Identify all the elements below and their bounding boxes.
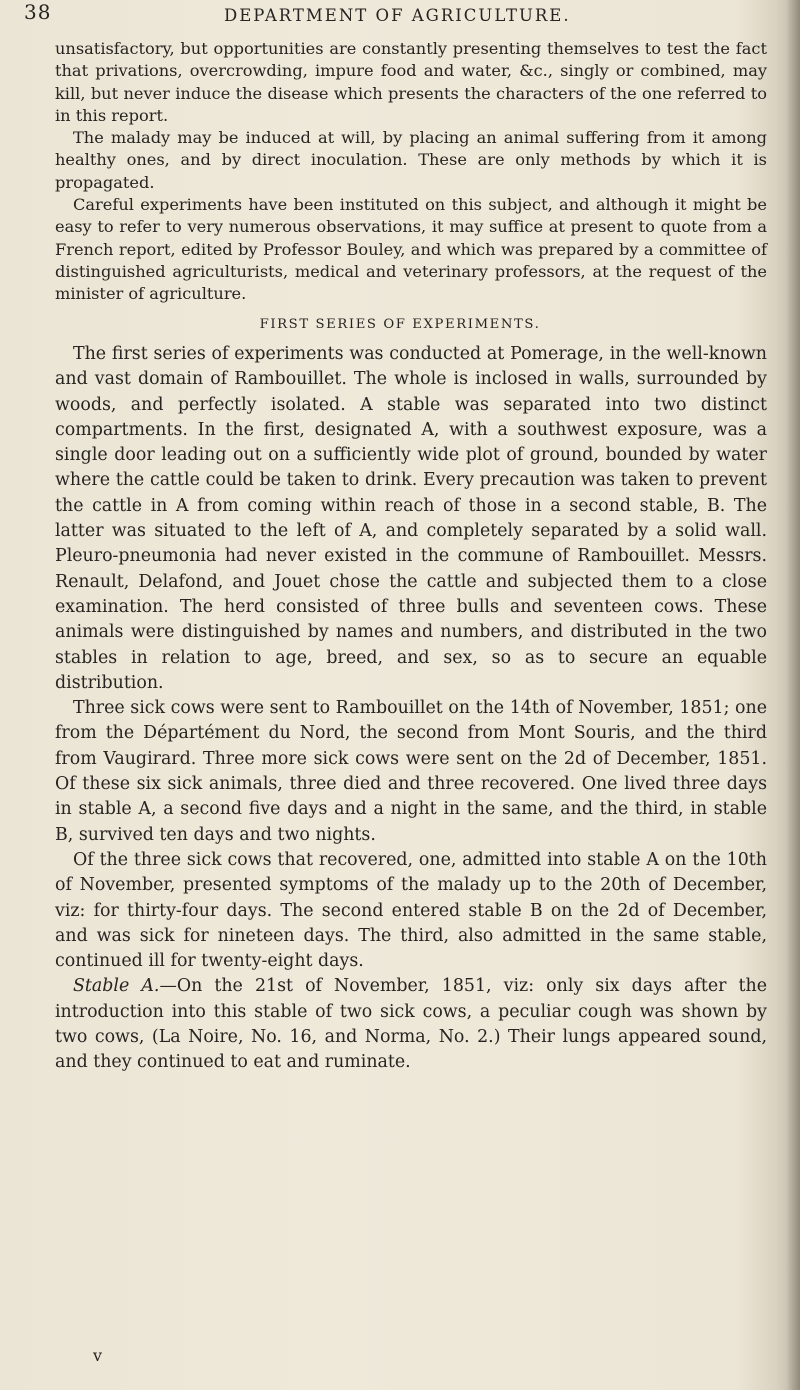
paragraph: The first series of experiments was conducted at Pomerage, in the well-known and vast domain of Rambouillet. The whole is inclosed in walls, surrounded by woods, and perfectly isolated. A stable was separated into two distinct compartments. In the first, designated A, with a southwest exposure, was a single door leading out on a sufficiently wide plot of ground, bounded by water where the cattle could be taken to drink. Every precaution was taken to prevent the cattle in A from coming within reach of those in a second stable, B. The latter was situated to the left of A, and completely separated by a solid wall. Pleuro-pneumonia had never existed in the commune of Rambouillet. Messrs. Renault, Delafond, and Jouet chose the cattle and subjected them to a close examination. The herd consisted of three bulls and seventeen cows. These animals were distinguished by names and numbers, and distributed in the two stables in relation to age, breed, and sex, so as to secure an equable distribution. bbox=[55, 344, 767, 693]
section-heading: FIRST SERIES OF EXPERIMENTS. bbox=[259, 317, 541, 332]
paragraph: unsatisfactory, but opportunities are constantly presenting themselves to test the fact that privations, overcrowding, impure food and water, &c., singly or combined, may kill, but never induce the disease which presents the characters of the one referred to in this report. bbox=[55, 39, 767, 125]
paragraph: Careful experiments have been instituted on this subject, and although it might be easy to refer to very numerous observations, it may suffice at present to quote from a French report, edited by Professor Bouley, and which was prepared by a committee of distinguished agriculturists, medical and veterinary professors, at the request of the minister of agriculture. bbox=[55, 195, 767, 304]
page-number: 38 bbox=[24, 0, 52, 24]
paragraph: The malady may be induced at will, by placing an animal suffering from it among healthy ones, and by direct inoculation. These are only methods by which it is propagated. bbox=[55, 128, 767, 192]
stable-a-label: Stable A. bbox=[73, 976, 160, 997]
page-edge-shadow bbox=[786, 0, 800, 1390]
intro-text-block bbox=[55, 38, 767, 306]
paragraph: Of the three sick cows that recovered, one, admitted into stable A on the 10th of November, presented symptoms of the malady up to the 20th of December, viz: for thirty-four days. The second entered stable B on the 2d of December, and was sick for nineteen days. The third, also admitted in the same stable, continued ill for twenty-eight days. bbox=[55, 849, 767, 972]
signature-mark: v bbox=[93, 1346, 103, 1365]
paragraph bbox=[55, 974, 767, 1075]
paragraph: Three sick cows were sent to Rambouillet on the 14th of November, 1851; one from the Départément du Nord, the second from Mont Souris, and the third from Vaugirard. Three more sick cows were sent on the 2d of December, 1851. Of these six sick animals, three died and three recovered. One lived three days in stable A, a second five days and a night in the same, and the third, in stable B, survived ten days and two nights. bbox=[55, 698, 767, 845]
paragraph-text: —On the 21st of November, 1851, viz: only six days after the introduction into this stable of two sick cows, a peculiar cough was shown by two cows, (La Noire, No. 16, and Norma, No. 2.) Their lungs appeared sound, and they continued to eat and ruminate. bbox=[55, 976, 767, 1073]
section-text-block bbox=[55, 342, 767, 1076]
running-head: DEPARTMENT OF AGRICULTURE. bbox=[224, 6, 571, 25]
